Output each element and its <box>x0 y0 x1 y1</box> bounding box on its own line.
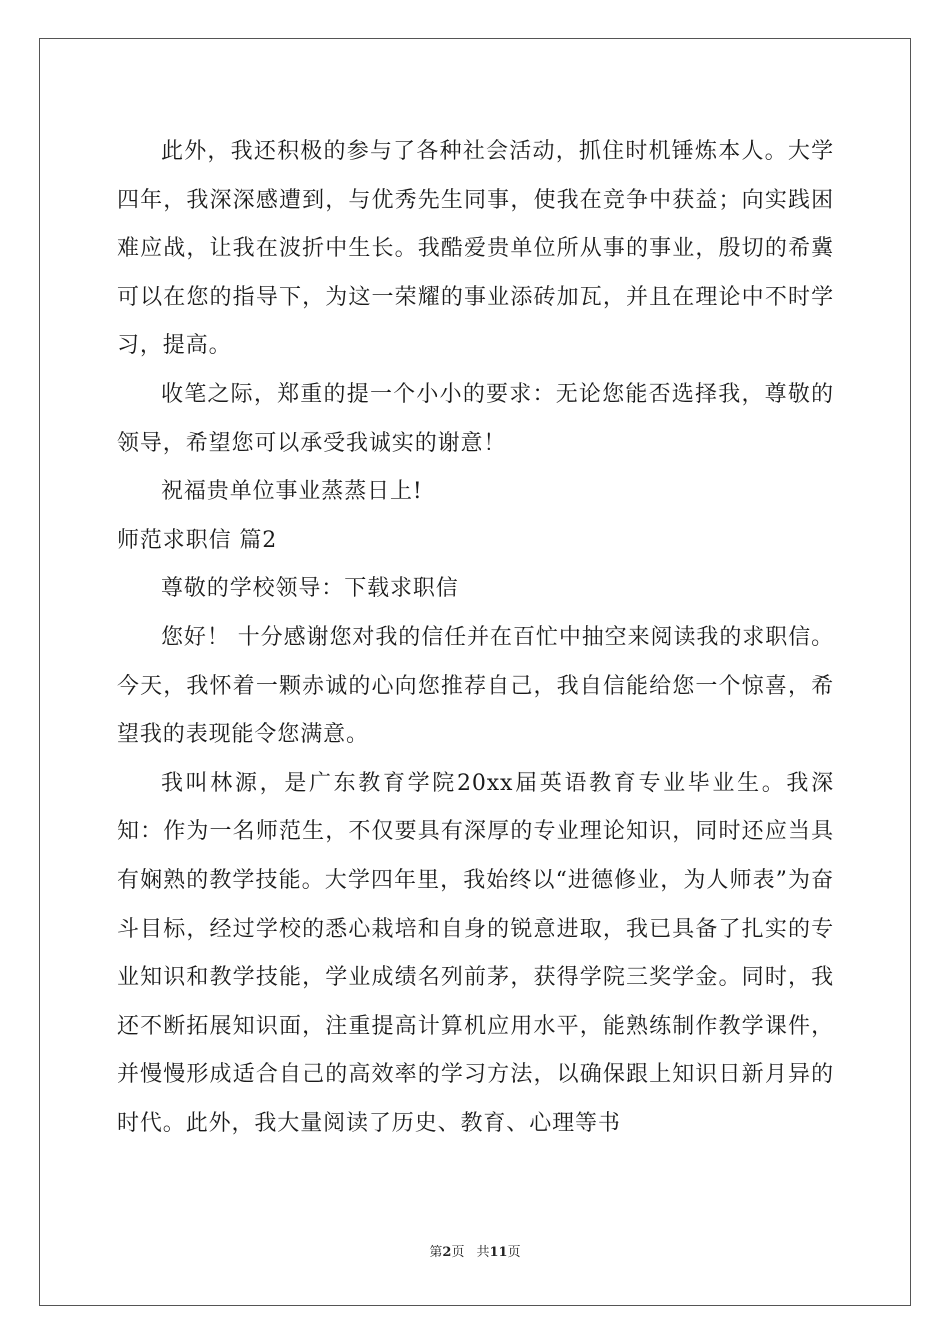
total-unit: 页 <box>507 1245 521 1260</box>
total-prefix: 共 <box>476 1245 490 1260</box>
current-page-number: 2 <box>442 1245 452 1260</box>
page-prefix: 第 <box>429 1245 443 1260</box>
paragraph: 您好！ 十分感谢您对我的信任并在百忙中抽空来阅读我的求职信。今天，我怀着一颗赤诚的心向您推荐自己，我自信能给您一个惊喜，希望我的表现能令您满意。 <box>117 624 834 748</box>
paragraph: 此外，我还积极的参与了各种社会活动，抓住时机锤炼本人。大学四年，我深深感遭到，与优秀先生同事，使我在竞争中获益；向实践困难应战，让我在波折中生长。我酷爱贵单位所从事的事业，殷切的希冀可以在您的指导下，为这一荣耀的事业添砖加瓦，并且在理论中不时学习，提高。 <box>117 139 834 359</box>
section-heading: 师范求职信 篇2 <box>117 527 278 553</box>
page-footer <box>0 1241 950 1260</box>
paragraph: 我叫林源，是广东教育学院20xx届英语教育专业毕业生。我深知：作为一名师范生，不仅要具有深厚的专业理论知识，同时还应当具有娴熟的教学技能。大学四年里，我始终以“进德修业，为人师表”为奋斗目标，经过学校的悉心栽培和自身的锐意进取，我已具备了扎实的专业知识和教学技能，学业成绩名列前茅，获得学院三奖学金。同时，我还不断拓展知识面，注重提高计算机应用水平，能熟练制作教学课件，并慢慢形成适合自己的高效率的学习方法，以确保跟上知识日新月异的时代。此外，我大量阅读了历史、教育、心理等书 <box>117 770 834 1136</box>
document-body <box>117 128 834 1148</box>
page-unit: 页 <box>451 1245 465 1260</box>
paragraph: 祝福贵单位事业蒸蒸日上! <box>161 479 423 505</box>
salutation: 尊敬的学校领导：下载求职信 <box>161 576 459 602</box>
paragraph: 收笔之际，郑重的提一个小小的要求：无论您能否选择我，尊敬的领导，希望您可以承受我诚实的谢意！ <box>117 381 834 456</box>
total-page-count: 11 <box>489 1245 508 1260</box>
